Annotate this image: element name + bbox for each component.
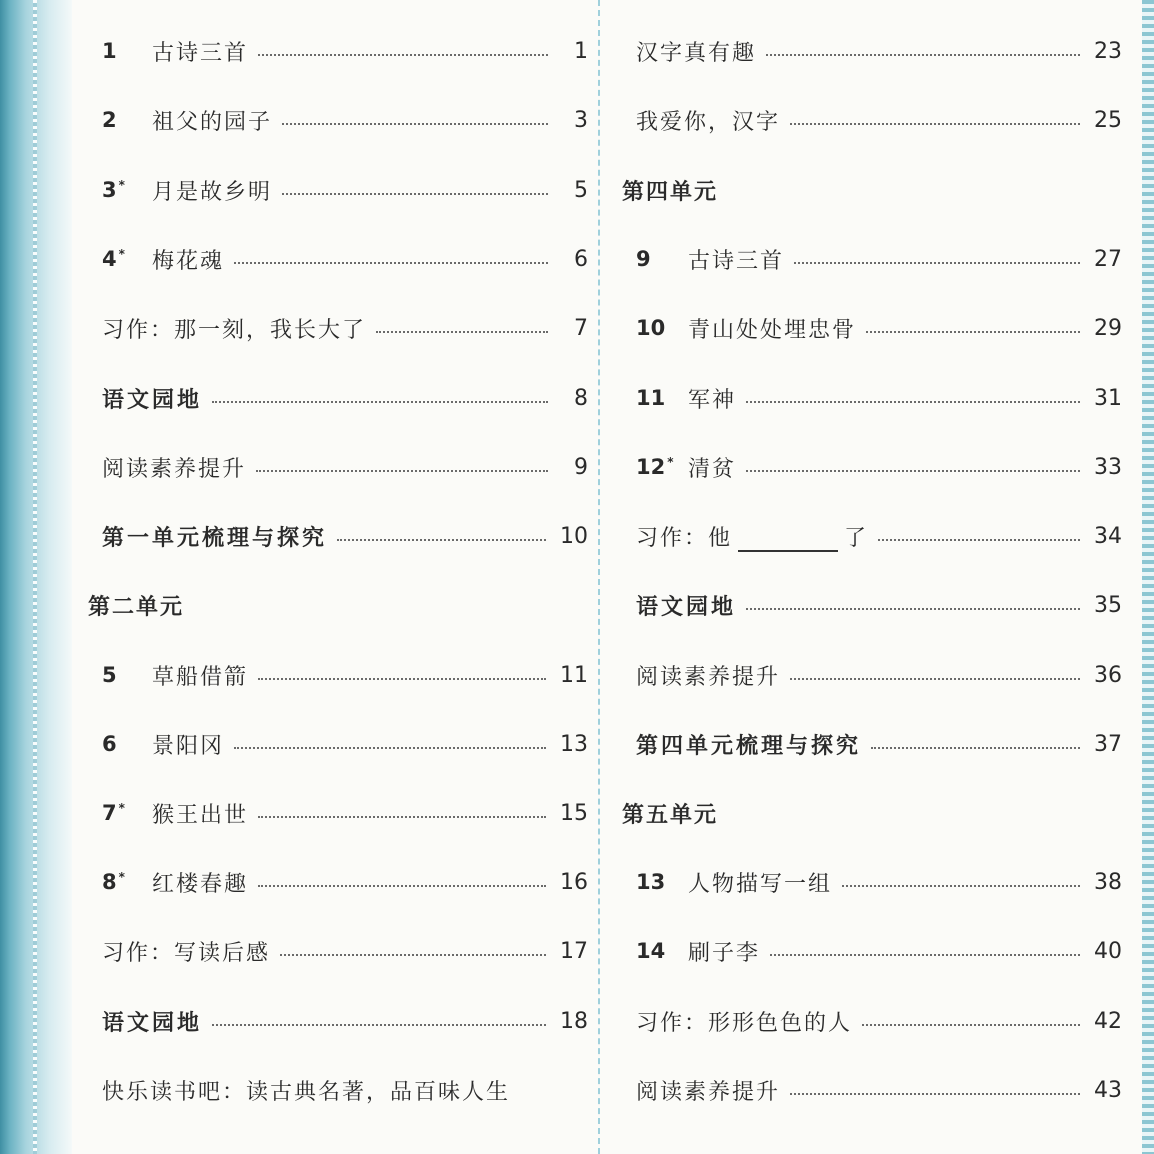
lesson-number: 10 (636, 316, 666, 340)
page-number: 38 (1094, 869, 1122, 895)
leader-dots (766, 54, 1080, 56)
toc-entry[interactable] (88, 516, 588, 556)
lesson-number: 2 (102, 108, 117, 132)
page-number: 18 (560, 1008, 588, 1034)
page-number: 23 (1094, 38, 1122, 64)
leader-dots (790, 1093, 1080, 1095)
entry-title: 刷子李 (688, 940, 761, 966)
page-number: 27 (1094, 246, 1122, 272)
page-number: 37 (1094, 731, 1122, 757)
toc-entry[interactable] (622, 862, 1122, 902)
toc-entry[interactable] (622, 308, 1122, 348)
page-number: 25 (1094, 107, 1122, 133)
toc-entry[interactable] (622, 100, 1122, 140)
unit-title: 第二单元 (88, 594, 185, 620)
entry-title: 红楼春趣 (152, 871, 249, 897)
toc-entry[interactable] (88, 1070, 588, 1110)
page-number: 31 (1094, 385, 1122, 411)
leader-dots (871, 747, 1080, 749)
entry-title: 清贫 (688, 456, 737, 482)
toc-entry[interactable] (88, 378, 588, 418)
entry-title: 快乐读书吧：读古典名著，品百味人生 (102, 1079, 511, 1105)
page-number: 3 (574, 107, 588, 133)
leader-dots (258, 816, 546, 818)
leader-dots (746, 608, 1080, 610)
page-number: 16 (560, 869, 588, 895)
leader-dots (258, 678, 546, 680)
page-number: 9 (574, 454, 588, 480)
leader-dots (337, 539, 546, 541)
unit-heading (88, 585, 588, 625)
toc-entry[interactable] (622, 378, 1122, 418)
lesson-number: 11 (636, 386, 666, 410)
leader-dots (258, 885, 546, 887)
entry-title: 人物描写一组 (688, 871, 833, 897)
entry-title: 月是故乡明 (152, 179, 273, 205)
unit-heading (622, 793, 1122, 833)
toc-entry[interactable] (88, 1001, 588, 1041)
leader-dots (258, 54, 548, 56)
toc-entry[interactable] (88, 931, 588, 971)
leader-dots (862, 1024, 1080, 1026)
toc-entry[interactable] (622, 724, 1122, 764)
entry-title: 古诗三首 (688, 248, 785, 274)
lesson-number: 3 * (102, 178, 125, 202)
entry-title: 青山处处埋忠骨 (688, 317, 857, 343)
toc-entry[interactable] (622, 655, 1122, 695)
entry-title: 语文园地 (102, 1010, 203, 1036)
entry-title: 习作：形形色色的人 (636, 1010, 853, 1036)
page-number: 29 (1094, 315, 1122, 341)
optional-star: * (667, 455, 674, 469)
toc-entry[interactable] (622, 239, 1122, 279)
page-number: 42 (1094, 1008, 1122, 1034)
leader-dots (256, 470, 548, 472)
entry-title: 我爱你，汉字 (636, 109, 781, 135)
leader-dots (770, 954, 1080, 956)
toc-entry[interactable] (622, 585, 1122, 625)
fill-in-blank (738, 528, 838, 552)
page-number: 36 (1094, 662, 1122, 688)
toc-entry[interactable] (622, 516, 1122, 556)
book-binding (0, 0, 72, 1154)
leader-dots (790, 678, 1080, 680)
lesson-number: 1 (102, 39, 117, 63)
leader-dots (794, 262, 1080, 264)
lesson-number: 8 * (102, 870, 125, 894)
page-number: 43 (1094, 1077, 1122, 1103)
unit-title: 第五单元 (622, 802, 719, 828)
leader-dots (376, 331, 548, 333)
entry-title: 祖父的园子 (152, 109, 273, 135)
toc-entry[interactable] (88, 31, 588, 71)
lesson-number: 6 (102, 732, 117, 756)
toc-entry[interactable] (622, 447, 1122, 487)
toc-entry[interactable] (88, 724, 588, 764)
page-number: 40 (1094, 938, 1122, 964)
entry-title: 阅读素养提升 (102, 456, 247, 482)
leader-dots (234, 262, 548, 264)
entry-title: 古诗三首 (152, 40, 249, 66)
leader-dots (866, 331, 1080, 333)
entry-title: 语文园地 (102, 387, 203, 413)
toc-entry[interactable] (622, 1070, 1122, 1110)
unit-heading (622, 170, 1122, 210)
toc-entry[interactable] (88, 170, 588, 210)
toc-entry[interactable] (88, 308, 588, 348)
entry-title: 猴王出世 (152, 802, 249, 828)
lesson-number: 5 (102, 663, 117, 687)
leader-dots (212, 401, 548, 403)
page-number: 6 (574, 246, 588, 272)
toc-entry[interactable] (622, 1001, 1122, 1041)
lesson-number: 4 * (102, 247, 125, 271)
entry-title: 草船借箭 (152, 664, 249, 690)
leader-dots (746, 401, 1080, 403)
page-number: 34 (1094, 523, 1122, 549)
leader-dots (790, 123, 1080, 125)
page-number: 1 (574, 38, 588, 64)
leader-dots (878, 539, 1080, 541)
entry-title: 习作：那一刻，我长大了 (102, 317, 367, 343)
entry-title: 语文园地 (636, 594, 737, 620)
leader-dots (212, 1024, 546, 1026)
optional-star: * (118, 801, 125, 815)
page-number: 11 (560, 662, 588, 688)
leader-dots (282, 193, 548, 195)
entry-title: 梅花魂 (152, 248, 225, 274)
unit-title: 第四单元 (622, 179, 719, 205)
entry-title: 景阳冈 (152, 733, 225, 759)
toc-entry[interactable] (88, 100, 588, 140)
optional-star: * (118, 247, 125, 261)
page-number: 5 (574, 177, 588, 203)
entry-title: 汉字真有趣 (636, 40, 757, 66)
leader-dots (842, 885, 1080, 887)
toc-entry[interactable] (622, 931, 1122, 971)
entry-title: 军神 (688, 387, 737, 413)
toc-entry[interactable] (622, 31, 1122, 71)
page-number: 33 (1094, 454, 1122, 480)
leader-dots (234, 747, 546, 749)
lesson-number: 7 * (102, 801, 125, 825)
page-number: 8 (574, 385, 588, 411)
page-number: 13 (560, 731, 588, 757)
optional-star: * (118, 870, 125, 884)
leader-dots (280, 954, 546, 956)
entry-title: 第一单元梳理与探究 (102, 525, 328, 551)
page-number: 35 (1094, 592, 1122, 618)
page-number: 7 (574, 315, 588, 341)
toc-entry[interactable] (88, 862, 588, 902)
optional-star: * (118, 178, 125, 192)
toc-entry[interactable] (88, 239, 588, 279)
binding-perforation (33, 0, 37, 1154)
entry-title: 习作：写读后感 (102, 940, 271, 966)
toc-left-column (88, 0, 588, 1154)
toc-right-column (622, 0, 1122, 1154)
entry-title: 第四单元梳理与探究 (636, 733, 862, 759)
lesson-number: 9 (636, 247, 651, 271)
lesson-number: 14 (636, 939, 666, 963)
page-number: 17 (560, 938, 588, 964)
toc-entry[interactable] (88, 793, 588, 833)
entry-title: 阅读素养提升 (636, 664, 781, 690)
page-number: 10 (560, 523, 588, 549)
toc-entry[interactable] (88, 447, 588, 487)
leader-dots (282, 123, 548, 125)
page-edge (1142, 0, 1154, 1154)
entry-title: 阅读素养提升 (636, 1079, 781, 1105)
leader-dots (746, 470, 1080, 472)
toc-entry[interactable] (88, 655, 588, 695)
lesson-number: 13 (636, 870, 666, 894)
lesson-number: 12 * (636, 455, 674, 479)
entry-title: 习作：他 了 (636, 525, 869, 551)
page-number: 15 (560, 800, 588, 826)
column-divider (598, 0, 600, 1154)
